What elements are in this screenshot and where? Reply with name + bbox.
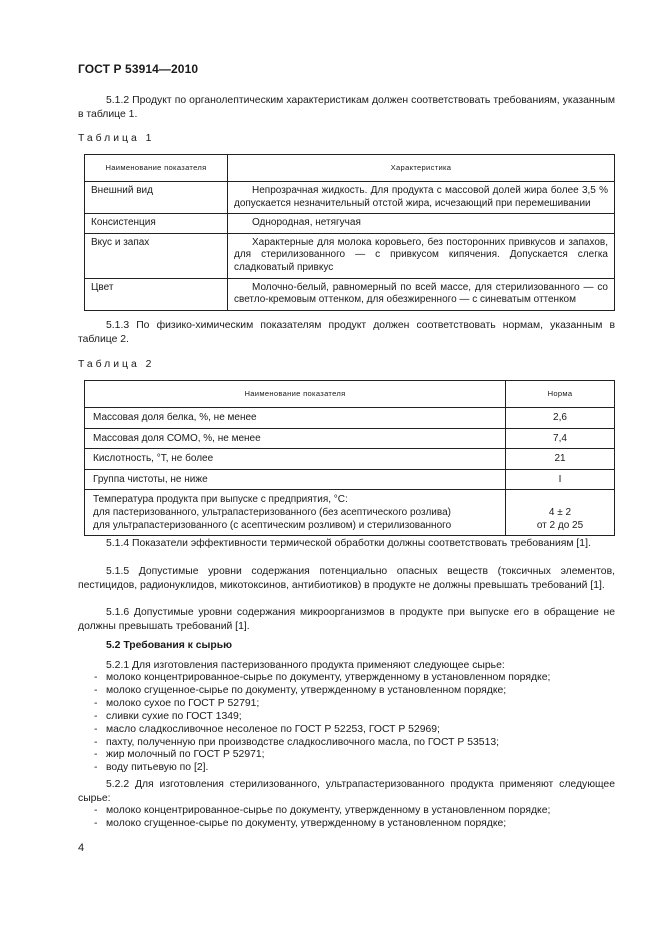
table1-cell-characteristic bbox=[228, 233, 615, 278]
table2-cell-norm: 21 bbox=[506, 449, 615, 470]
list-item: - молоко сгущенное-сырье по документу, утвержденному в установленном порядке; bbox=[78, 818, 615, 831]
table1-cell-characteristic bbox=[228, 214, 615, 234]
paragraph-5-1-5: 5.1.5 Допустимые уровни содержания потенциально опасных веществ (токсичных элементов, пестицидов, радионуклидов, микотоксинов, антибиотиков) в продукте не должны превышать требований [1]. bbox=[78, 566, 615, 591]
table2-cell-norm: I bbox=[506, 469, 615, 490]
list-item: - воду питьевую по [2]. bbox=[78, 762, 615, 775]
table2-cell-norm: 2,6 bbox=[506, 408, 615, 429]
list-item: - молоко концентрированное-сырье по документу, утвержденному в установленном порядке; bbox=[78, 672, 615, 685]
table-row bbox=[85, 233, 615, 278]
list-item: - жир молочный по ГОСТ Р 52971; bbox=[78, 749, 615, 762]
temperature-sterilized: для ультрапастеризованного (с асептическим розливом) и стерилизованного bbox=[93, 519, 452, 531]
list-item: - сливки сухие по ГОСТ 1349; bbox=[78, 711, 615, 724]
paragraph-5-2-2: 5.2.2 Для изготовления стерилизованного, ультрапастеризованного продукта применяют следующее сырье: bbox=[78, 779, 615, 804]
cell-text: Непрозрачная жидкость. Для продукта с массовой долей жира более 3,5 % допускается незначительный отстой жира, исчезающий при перемешивании bbox=[234, 185, 608, 209]
list-item: - молоко концентрированное-сырье по документу, утвержденному в установленном порядке; bbox=[78, 805, 615, 818]
table1-cell-characteristic bbox=[228, 278, 615, 310]
paragraph-5-1-3: 5.1.3 По физико-химическим показателям продукт должен соответствовать нормам, указанным в таблице 2. bbox=[78, 320, 615, 345]
table1-cell-indicator: Консистенция bbox=[85, 214, 228, 234]
table2-cell-norm: 7,4 bbox=[506, 428, 615, 449]
temperature-title: Температура продукта при выпуске с предприятия, °С: bbox=[93, 494, 348, 506]
table-row bbox=[85, 182, 615, 214]
table-row bbox=[85, 490, 615, 536]
table2-cell-temperature-norm bbox=[506, 490, 615, 536]
section-heading-5-2: 5.2 Требования к сырью bbox=[106, 640, 233, 651]
raw-materials-list-pasteurized bbox=[78, 672, 615, 775]
table2-header-norm: Норма bbox=[506, 381, 615, 408]
table-physicochemical bbox=[84, 380, 615, 536]
table2-cell-indicator: Массовая доля белка, %, не менее bbox=[85, 408, 506, 429]
table1-header-characteristic: Характеристика bbox=[228, 155, 615, 182]
table2-caption: Таблица 2 bbox=[78, 359, 155, 370]
temperature-pasteurized: для пастеризованного, ультрапастеризованного (без асептического розлива) bbox=[93, 506, 451, 518]
list-item: - масло сладкосливочное несоленое по ГОСТ Р 52253, ГОСТ Р 52969; bbox=[78, 724, 615, 737]
list-item: - пахту, полученную при производстве сладкосливочного масла, по ГОСТ Р 53513; bbox=[78, 737, 615, 750]
table-row bbox=[85, 469, 615, 490]
table1-header-indicator: Наименование показателя bbox=[85, 155, 228, 182]
cell-text: Молочно-белый, равномерный по всей массе, для стерилизованного — со светло-кремовым оттенком, для обезжиренного — с синеватым оттенком bbox=[234, 281, 608, 306]
table1-cell-indicator: Вкус и запах bbox=[85, 233, 228, 278]
table1-caption: Таблица 1 bbox=[78, 133, 155, 144]
table2-cell-indicator: Массовая доля СОМО, %, не менее bbox=[85, 428, 506, 449]
paragraph-5-1-6: 5.1.6 Допустимые уровни содержания микроорганизмов в продукте при выпуске его в обращение не должны превышать требований [1]. bbox=[78, 607, 615, 632]
table-row bbox=[85, 278, 615, 310]
raw-materials-list-sterilized bbox=[78, 805, 615, 831]
document-header: ГОСТ Р 53914—2010 bbox=[78, 62, 199, 76]
table2-cell-indicator: Кислотность, °Т, не более bbox=[85, 449, 506, 470]
paragraph-5-1-2: 5.1.2 Продукт по органолептическим характеристикам должен соответствовать требованиям, указанным в таблице 1. bbox=[78, 95, 615, 120]
list-item: - молоко сухое по ГОСТ Р 52791; bbox=[78, 698, 615, 711]
cell-text: Характерные для молока коровьего, без посторонних привкусов и запахов, для стерилизованного — с привкусом кипячения. Допускается слегка сладковатый привкус bbox=[234, 236, 608, 273]
table2-cell-indicator: Группа чистоты, не ниже bbox=[85, 469, 506, 490]
cell-text: Однородная, нетягучая bbox=[252, 217, 361, 229]
table1-cell-characteristic bbox=[228, 182, 615, 214]
page-number: 4 bbox=[78, 842, 85, 854]
table1-header-row bbox=[85, 155, 615, 182]
norm-pasteurized: 4 ± 2 bbox=[548, 506, 572, 518]
table2-header-row bbox=[85, 381, 615, 408]
list-item: - молоко сгущенное-сырье по документу, утвержденному в установленном порядке; bbox=[78, 685, 615, 698]
table1-cell-indicator: Цвет bbox=[85, 278, 228, 310]
table-organoleptic bbox=[84, 154, 615, 311]
table-row bbox=[85, 214, 615, 234]
table-row bbox=[85, 428, 615, 449]
table2-cell-temperature bbox=[85, 490, 506, 536]
table2-header-indicator: Наименование показателя bbox=[85, 381, 506, 408]
norm-sterilized: от 2 до 25 bbox=[536, 519, 584, 531]
paragraph-5-1-4: 5.1.4 Показатели эффективности термической обработки должны соответствовать требованиям [1]. bbox=[106, 538, 591, 549]
table-row bbox=[85, 408, 615, 429]
table1-cell-indicator: Внешний вид bbox=[85, 182, 228, 214]
paragraph-5-2-1: 5.2.1 Для изготовления пастеризованного продукта применяют следующее сырье: bbox=[106, 660, 505, 671]
table-row bbox=[85, 449, 615, 470]
